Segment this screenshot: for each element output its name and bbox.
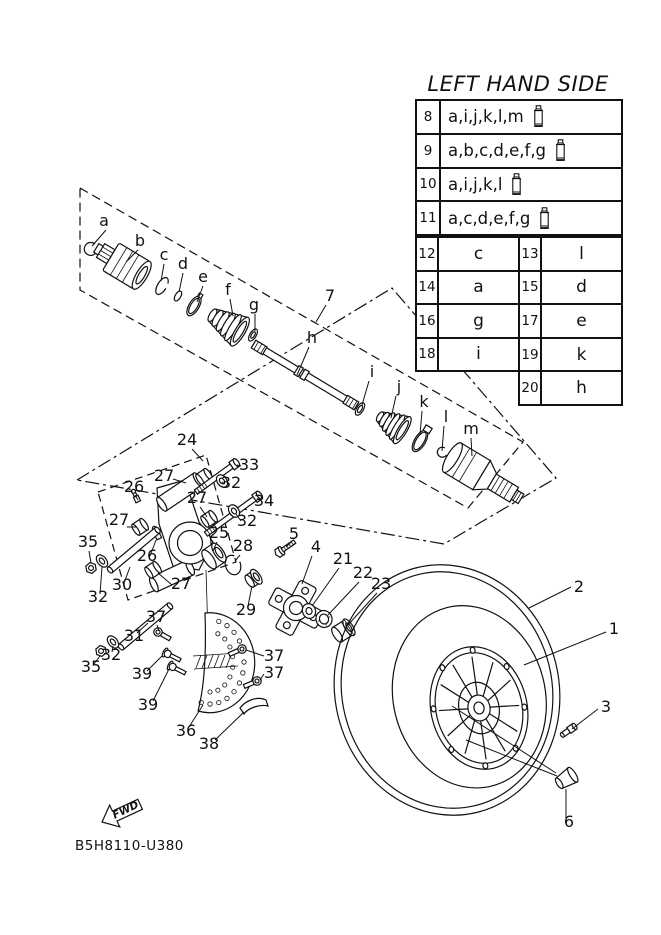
callout-label-36: 36 [175,721,197,740]
table-ref-cell: 15 [520,272,542,304]
table-row [520,270,621,304]
table-ref-cell: 19 [520,339,542,371]
table-letter-cell: e [576,310,587,331]
table-letters-cell [441,135,621,167]
leader-line [215,712,244,740]
wheel-hub-4 [264,576,328,640]
table-letter-cell: i [476,344,481,365]
table-row [520,370,621,404]
callout-label-29: 29 [235,600,257,619]
table-row [417,101,621,133]
leader-line [362,381,369,405]
leader-line [328,582,359,615]
callout-label-21: 21 [332,549,354,568]
bolt-37 [152,626,172,642]
table-letters-cell [441,202,621,234]
callout-label-23: 23 [370,574,392,593]
cap-23 [329,617,357,645]
fwd-arrow-label: FWD [110,798,141,822]
callout-label-27: 27 [153,466,175,485]
callout-label-5: 5 [288,524,300,543]
callout-label-35: 35 [77,532,99,551]
callout-label-25: 25 [208,523,230,542]
table-letter-cell: l [579,243,584,264]
table-ref-cell: 18 [417,339,439,371]
drawing-number: B5H8110-U380 [75,838,184,854]
table-row [417,167,621,201]
table-ref-cell: 10 [417,169,441,201]
callout-label-27: 27 [108,510,130,529]
callout-label-32: 32 [87,587,109,606]
boot-clamp-k [409,424,433,455]
application-table-lower-left [415,236,518,372]
outer-cv-joint-m [439,440,530,513]
callout-label-f: f [225,280,231,299]
wheel-assembly [308,541,586,840]
table-ref-cell: 20 [520,372,542,404]
callout-label-k: k [419,392,429,411]
callout-label-a: a [99,211,109,230]
leader-line [524,632,606,665]
grease-tube-icon [538,207,551,230]
table-letters-cell [441,101,621,133]
table-letter-cell: h [576,378,587,399]
axle-shaft-h [251,340,359,410]
callout-label-37: 37 [263,663,285,682]
table-row [417,270,518,304]
callout-label-32: 32 [220,473,242,492]
callout-label-j: j [396,377,402,396]
callout-label-37: 37 [145,607,167,626]
leader-line [302,556,312,584]
collar-29 [242,567,264,589]
lug-nut-6 [553,766,580,792]
callout-label-32: 32 [100,645,122,664]
snap-ring-c [153,276,171,297]
callout-label-39: 39 [131,664,153,683]
table-ref-cell: 8 [417,101,441,133]
table-ref-cell: 13 [520,238,542,270]
leader-line [192,449,203,461]
table-ref-cell: 16 [417,305,439,337]
callout-label-27: 27 [186,488,208,507]
cv-boot-f [201,300,252,349]
callout-label-7: 7 [324,286,336,305]
table-ref-cell: 14 [417,272,439,304]
callout-label-26: 26 [136,546,158,565]
table-letter-cell: d [576,277,587,298]
table-letter-cell: g [473,310,484,331]
table-row [520,303,621,337]
bolt-39 [166,660,187,677]
table-row [417,303,518,337]
callout-label-38: 38 [198,734,220,753]
table-letters-text: a,i,j,k,l,m [448,107,524,127]
callout-label-m: m [463,419,479,438]
callout-label-e: e [198,267,208,286]
grease-tube-icon [554,139,567,162]
callout-label-31: 31 [123,626,145,645]
bracket-38 [240,698,268,714]
table-row [417,200,621,234]
leader-line [529,587,571,608]
callout-label-34: 34 [253,491,275,510]
callout-label-27: 27 [170,574,192,593]
grease-tube-icon [510,173,523,196]
callout-label-d: d [177,254,189,273]
callout-label-2: 2 [573,577,585,596]
table-row [417,337,518,371]
callout-label-22: 22 [352,563,374,582]
table-ref-cell: 12 [417,238,439,270]
leader-line [179,273,183,292]
callout-label-i: i [369,362,375,381]
callout-label-33: 33 [238,455,260,474]
table-row [417,133,621,167]
leader-line [312,568,339,606]
table-letter-cell: c [473,243,484,264]
callout-label-37: 37 [263,646,285,665]
table-letters-text: a,c,d,e,f,g [448,208,531,228]
table-letters-text: a,b,c,d,e,f,g [448,141,547,161]
callout-label-26: 26 [123,477,145,496]
table-letter-cell: a [473,277,484,298]
callout-label-6: 6 [563,812,575,831]
table-row [520,337,621,371]
callout-label-g: g [248,295,260,314]
leader-line [89,551,91,563]
callout-label-32: 32 [236,511,258,530]
callout-label-24: 24 [176,430,198,449]
boot-clamp-e [184,291,205,318]
table-letter-cell: k [576,344,587,365]
leader-line [347,593,377,626]
page-title: LEFT HAND SIDE [427,72,609,96]
callout-label-b: b [134,231,146,250]
callout-label-c: c [159,245,169,264]
callout-label-4: 4 [310,537,322,556]
rim-1 [417,636,540,780]
cv-boot-j [370,402,414,446]
application-table-upper [415,99,623,236]
ring-g [247,328,259,343]
callout-label-h: h [306,328,318,347]
callout-label-39: 39 [137,695,159,714]
table-row [520,238,621,270]
table-row [417,238,518,270]
clip-d [173,290,183,302]
grease-tube-icon [532,105,545,128]
table-letters-text: a,i,j,k,l [448,174,503,194]
application-table-lower-right [518,236,623,406]
table-ref-cell: 11 [417,202,441,234]
table-ref-cell: 17 [520,305,542,337]
table-letters-cell [441,169,621,201]
valve-stem-3 [559,723,578,739]
callout-label-28: 28 [232,536,254,555]
leader-line [572,709,598,729]
callout-label-30: 30 [111,575,133,594]
table-ref-cell: 9 [417,135,441,167]
callout-label-35: 35 [80,657,102,676]
callout-label-3: 3 [600,697,612,716]
leader-line [316,305,326,322]
fwd-arrow [102,799,142,827]
callout-label-l: l [443,407,449,426]
callout-label-1: 1 [608,619,620,638]
leader-line [235,555,240,561]
